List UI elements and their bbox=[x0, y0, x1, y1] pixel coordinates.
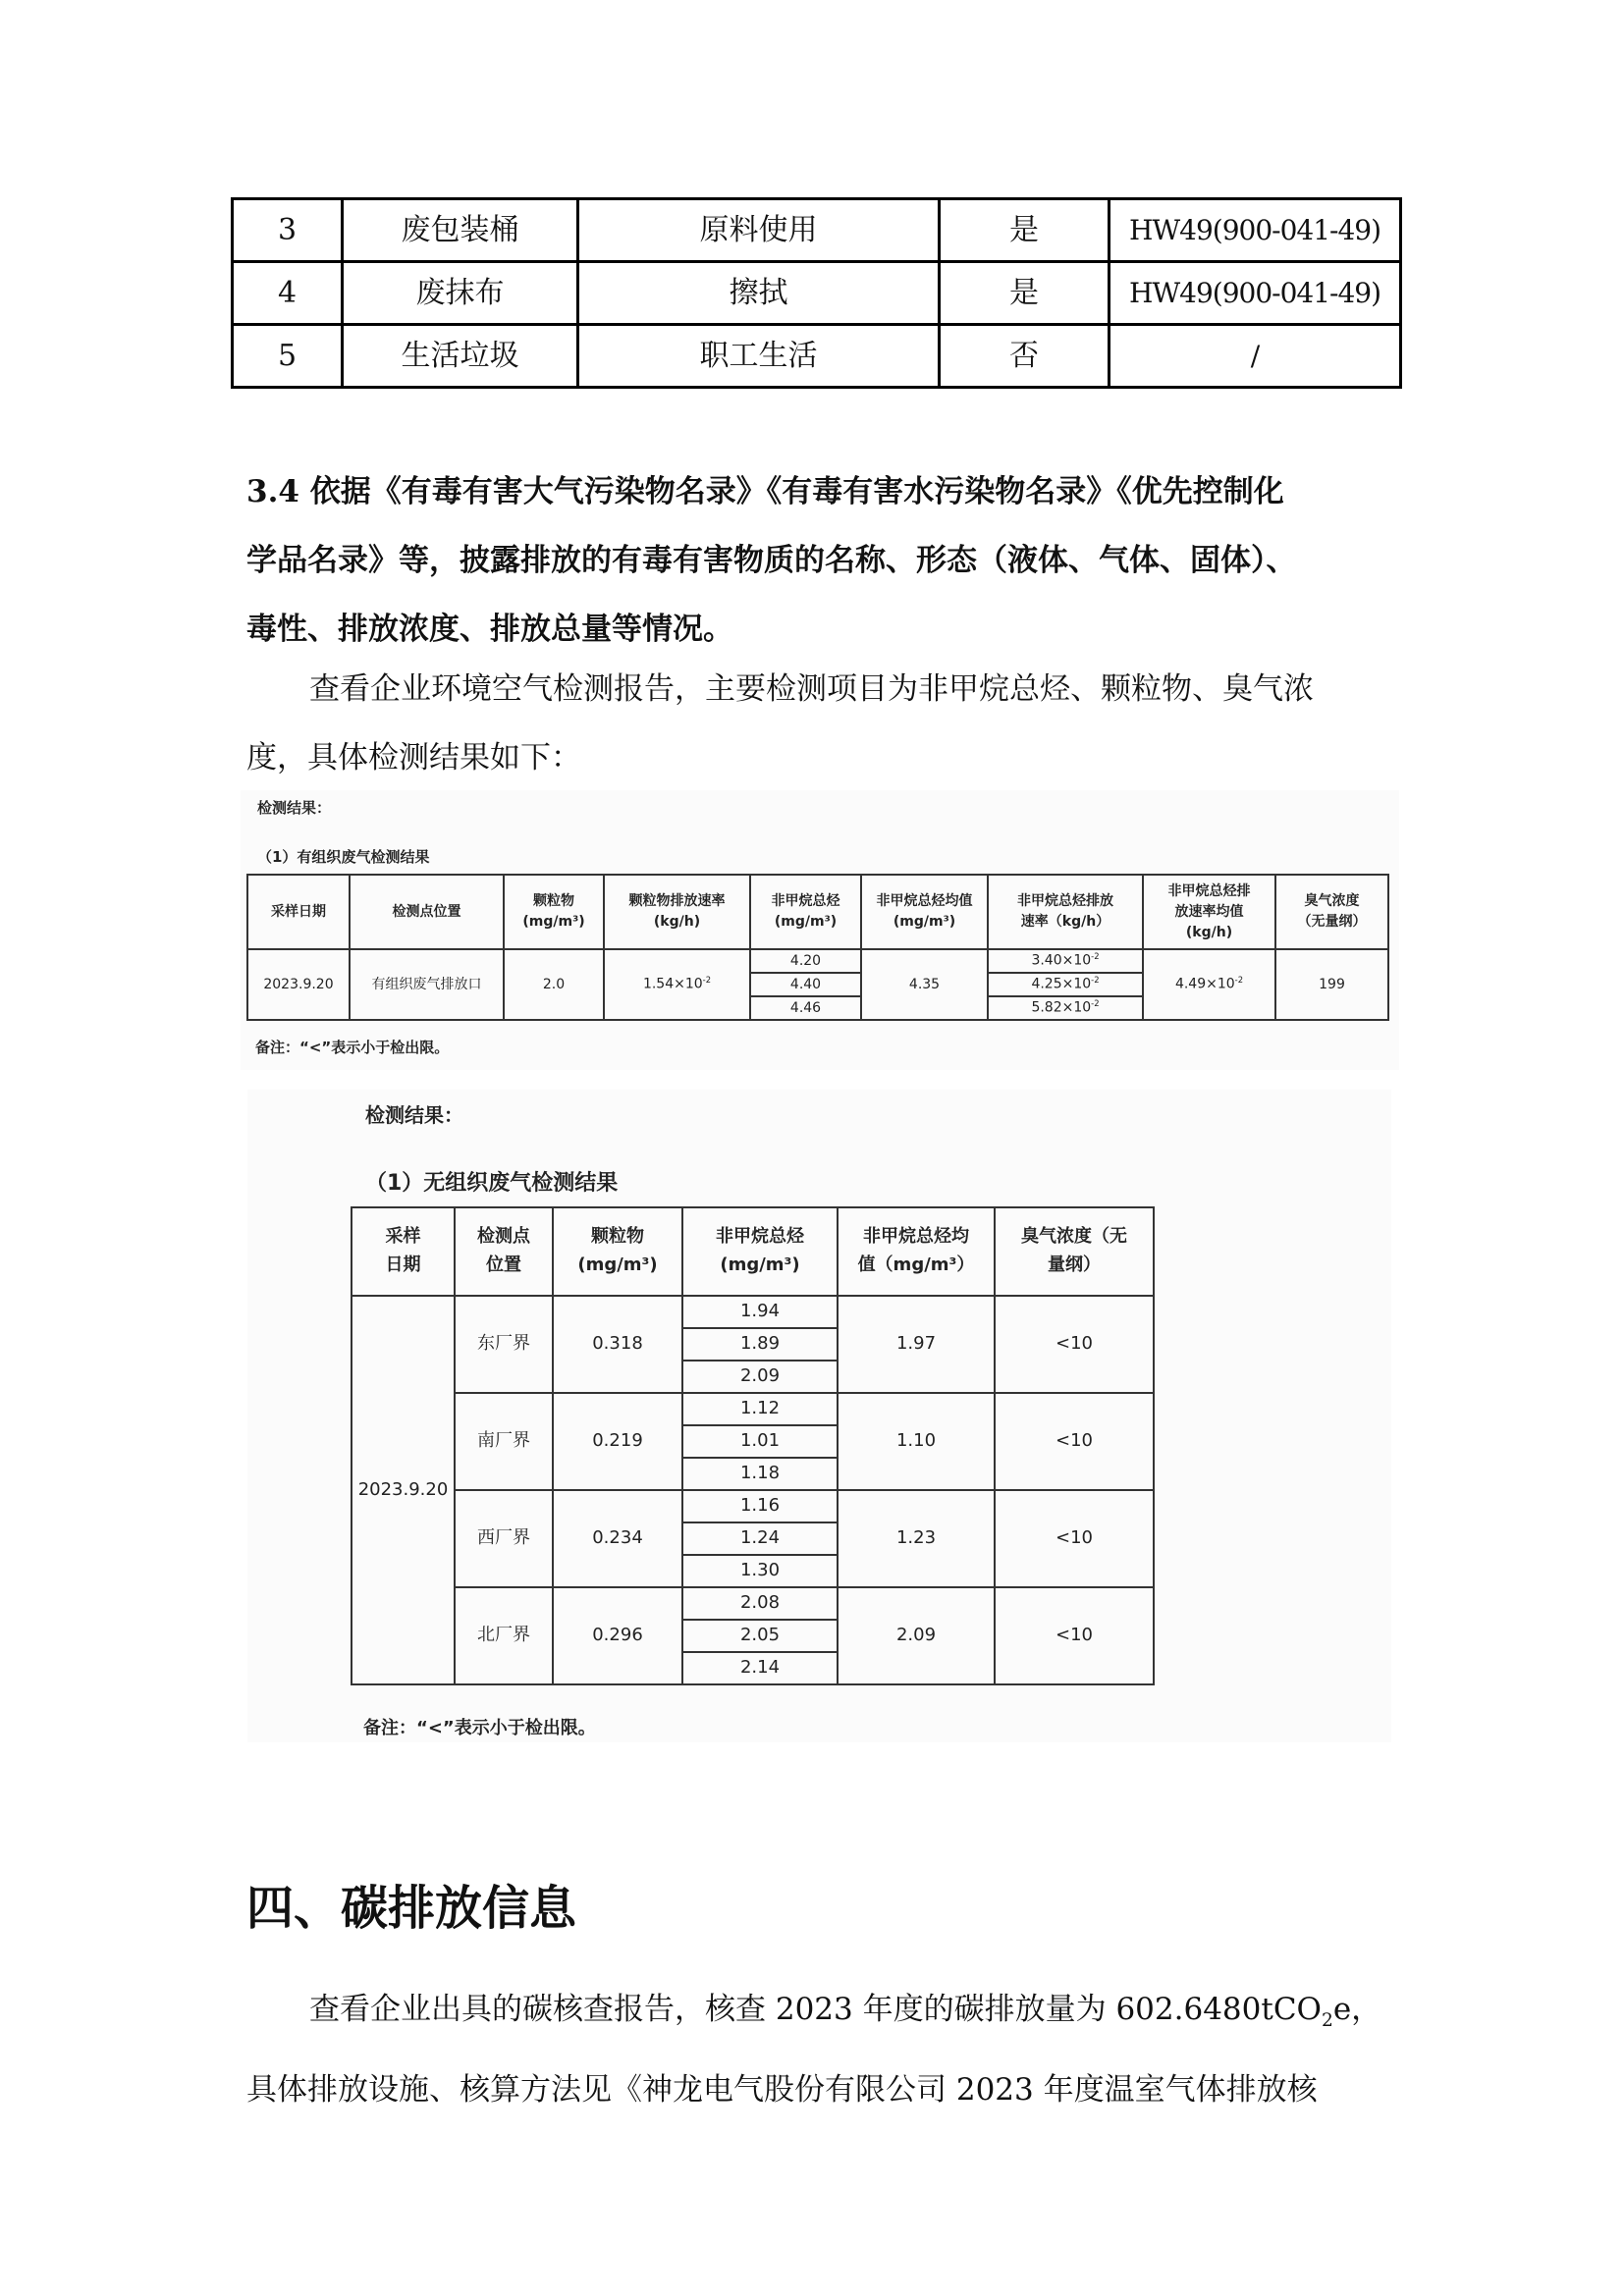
body-line: 查看企业出具的碳核查报告，核查 2023 年度的碳排放量为 602.6480tCO bbox=[309, 1992, 1322, 2027]
hazardous-flag: 是 bbox=[940, 262, 1110, 325]
cell-pm: 0.234 bbox=[553, 1490, 682, 1587]
table-row bbox=[233, 262, 1401, 325]
waste-source: 原料使用 bbox=[578, 199, 940, 262]
cell-nmhc-rate-avg: $4.49\times 10^{-2}$ bbox=[1143, 949, 1275, 1020]
cell-nmhc: 1.24 bbox=[682, 1522, 838, 1555]
cell-pm: 0.219 bbox=[553, 1393, 682, 1490]
waste-code: / bbox=[1110, 325, 1401, 388]
header-nmhc-rate-avg: 非甲烷总烃排 放速率均值 (kg/h) bbox=[1143, 875, 1275, 949]
results-label: 检测结果： bbox=[365, 1103, 463, 1127]
cell-nmhc: 1.16 bbox=[682, 1490, 838, 1522]
header-nmhc-avg: 非甲烷总烃均 值（mg/m³） bbox=[838, 1207, 995, 1296]
cell-nmhc: 4.40 bbox=[750, 973, 861, 996]
header-location: 检测点 位置 bbox=[455, 1207, 553, 1296]
cell-nmhc: 4.46 bbox=[750, 996, 861, 1020]
cell-nmhc: 1.01 bbox=[682, 1425, 838, 1458]
cell-nmhc-avg: 1.97 bbox=[838, 1296, 995, 1393]
waste-source: 擦拭 bbox=[578, 262, 940, 325]
section-4-body: 查看企业出具的碳核查报告，核查 2023 年度的碳排放量为 602.6480tCO$_2$e， 具体排放设施、核算方法见《神龙电气股份有限公司 2023 年度温室气体排放核 bbox=[246, 1992, 1382, 2109]
section-3-4-body bbox=[246, 655, 1395, 792]
table-row bbox=[352, 1490, 1154, 1522]
cell-nmhc: 1.89 bbox=[682, 1328, 838, 1361]
cell-date: 2023.9.20 bbox=[247, 949, 350, 1020]
header-nmhc-avg: 非甲烷总烃均值 (mg/m³) bbox=[861, 875, 988, 949]
cell-nmhc-avg: 2.09 bbox=[838, 1587, 995, 1684]
header-date: 采样日期 bbox=[247, 875, 350, 949]
results-label: 检测结果： bbox=[257, 799, 332, 817]
header-odor: 臭气浓度 （无量纲） bbox=[1275, 875, 1388, 949]
row-no: 5 bbox=[233, 325, 343, 388]
waste-name: 生活垃圾 bbox=[343, 325, 578, 388]
cell-date: 2023.9.20 bbox=[352, 1296, 455, 1684]
cell-nmhc-avg: 4.35 bbox=[861, 949, 988, 1020]
header-nmhc: 非甲烷总烃 (mg/m³) bbox=[682, 1207, 838, 1296]
header-pm-rate: 颗粒物排放速率 (kg/h) bbox=[604, 875, 750, 949]
cell-location: 东厂界 bbox=[455, 1296, 553, 1393]
cell-nmhc: 2.05 bbox=[682, 1620, 838, 1652]
waste-table bbox=[231, 197, 1402, 389]
heading-line: 毒性、排放浓度、排放总量等情况。 bbox=[246, 612, 733, 647]
cell-odor: <10 bbox=[995, 1296, 1154, 1393]
heading-line: 学品名录》等，披露排放的有毒有害物质的名称、形态（液体、气体、固体）、 bbox=[246, 543, 1297, 578]
fugitive-note: 备注：“<”表示小于检出限。 bbox=[363, 1718, 596, 1738]
body-line: 查看企业环境空气检测报告，主要检测项目为非甲烷总烃、颗粒物、臭气浓 bbox=[309, 671, 1314, 707]
cell-location: 有组织废气排放口 bbox=[350, 949, 504, 1020]
cell-odor: 199 bbox=[1275, 949, 1388, 1020]
cell-nmhc-rate: $3.40\times 10^{-2}$ bbox=[988, 949, 1143, 973]
table-row bbox=[247, 949, 1388, 973]
table-row bbox=[352, 1587, 1154, 1620]
waste-code: HW49(900-041-49) bbox=[1110, 199, 1401, 262]
hazardous-flag: 是 bbox=[940, 199, 1110, 262]
organized-note: 备注：“<”表示小于检出限。 bbox=[255, 1039, 450, 1056]
table-row bbox=[233, 199, 1401, 262]
subscript: 2 bbox=[1321, 2010, 1333, 2032]
fugitive-results-title: （1）无组织废气检测结果 bbox=[365, 1171, 619, 1196]
waste-name: 废抹布 bbox=[343, 262, 578, 325]
waste-code: HW49(900-041-49) bbox=[1110, 262, 1401, 325]
row-no: 4 bbox=[233, 262, 343, 325]
table-row bbox=[352, 1393, 1154, 1425]
header-pm: 颗粒物 (mg/m³) bbox=[553, 1207, 682, 1296]
cell-nmhc: 4.20 bbox=[750, 949, 861, 973]
header-odor: 臭气浓度（无 量纲） bbox=[995, 1207, 1154, 1296]
table-row bbox=[352, 1296, 1154, 1328]
cell-nmhc: 1.30 bbox=[682, 1555, 838, 1587]
cell-nmhc-rate: $4.25\times 10^{-2}$ bbox=[988, 973, 1143, 996]
body-line: 度，具体检测结果如下： bbox=[246, 740, 581, 775]
cell-odor: <10 bbox=[995, 1490, 1154, 1587]
organized-results-table bbox=[246, 874, 1389, 1021]
cell-pm-rate: $1.54\times 10^{-2}$ bbox=[604, 949, 750, 1020]
hazardous-flag: 否 bbox=[940, 325, 1110, 388]
cell-nmhc: 2.08 bbox=[682, 1587, 838, 1620]
organized-results-title: （1）有组织废气检测结果 bbox=[257, 848, 430, 866]
cell-nmhc: 2.09 bbox=[682, 1361, 838, 1393]
cell-nmhc: 2.14 bbox=[682, 1652, 838, 1684]
cell-odor: <10 bbox=[995, 1587, 1154, 1684]
header-nmhc: 非甲烷总烃 (mg/m³) bbox=[750, 875, 861, 949]
cell-odor: <10 bbox=[995, 1393, 1154, 1490]
cell-location: 西厂界 bbox=[455, 1490, 553, 1587]
fugitive-results-table bbox=[351, 1206, 1155, 1685]
heading-line: 3.4 依据《有毒有害大气污染物名录》《有毒有害水污染物名录》《优先控制化 bbox=[246, 474, 1284, 509]
body-line: 具体排放设施、核算方法见《神龙电气股份有限公司 2023 年度温室气体排放核 bbox=[246, 2072, 1318, 2109]
header-date: 采样 日期 bbox=[352, 1207, 455, 1296]
header-nmhc-rate: 非甲烷总烃排放 速率（kg/h） bbox=[988, 875, 1143, 949]
cell-nmhc: 1.18 bbox=[682, 1458, 838, 1490]
cell-pm: 0.318 bbox=[553, 1296, 682, 1393]
cell-pm: 0.296 bbox=[553, 1587, 682, 1684]
table-header-row bbox=[247, 875, 1388, 949]
cell-nmhc-avg: 1.23 bbox=[838, 1490, 995, 1587]
cell-location: 北厂界 bbox=[455, 1587, 553, 1684]
cell-nmhc: 1.12 bbox=[682, 1393, 838, 1425]
waste-source: 职工生活 bbox=[578, 325, 940, 388]
table-header-row bbox=[352, 1207, 1154, 1296]
cell-pm: 2.0 bbox=[504, 949, 604, 1020]
cell-nmhc-rate: $5.82\times 10^{-2}$ bbox=[988, 996, 1143, 1020]
waste-name: 废包装桶 bbox=[343, 199, 578, 262]
cell-location: 南厂界 bbox=[455, 1393, 553, 1490]
cell-nmhc: 1.94 bbox=[682, 1296, 838, 1328]
header-location: 检测点位置 bbox=[350, 875, 504, 949]
table-row bbox=[233, 325, 1401, 388]
cell-nmhc-avg: 1.10 bbox=[838, 1393, 995, 1490]
section-3-4-heading bbox=[246, 457, 1395, 664]
header-pm: 颗粒物 (mg/m³) bbox=[504, 875, 604, 949]
section-4-title: 四、碳排放信息 bbox=[246, 1881, 577, 1936]
row-no: 3 bbox=[233, 199, 343, 262]
